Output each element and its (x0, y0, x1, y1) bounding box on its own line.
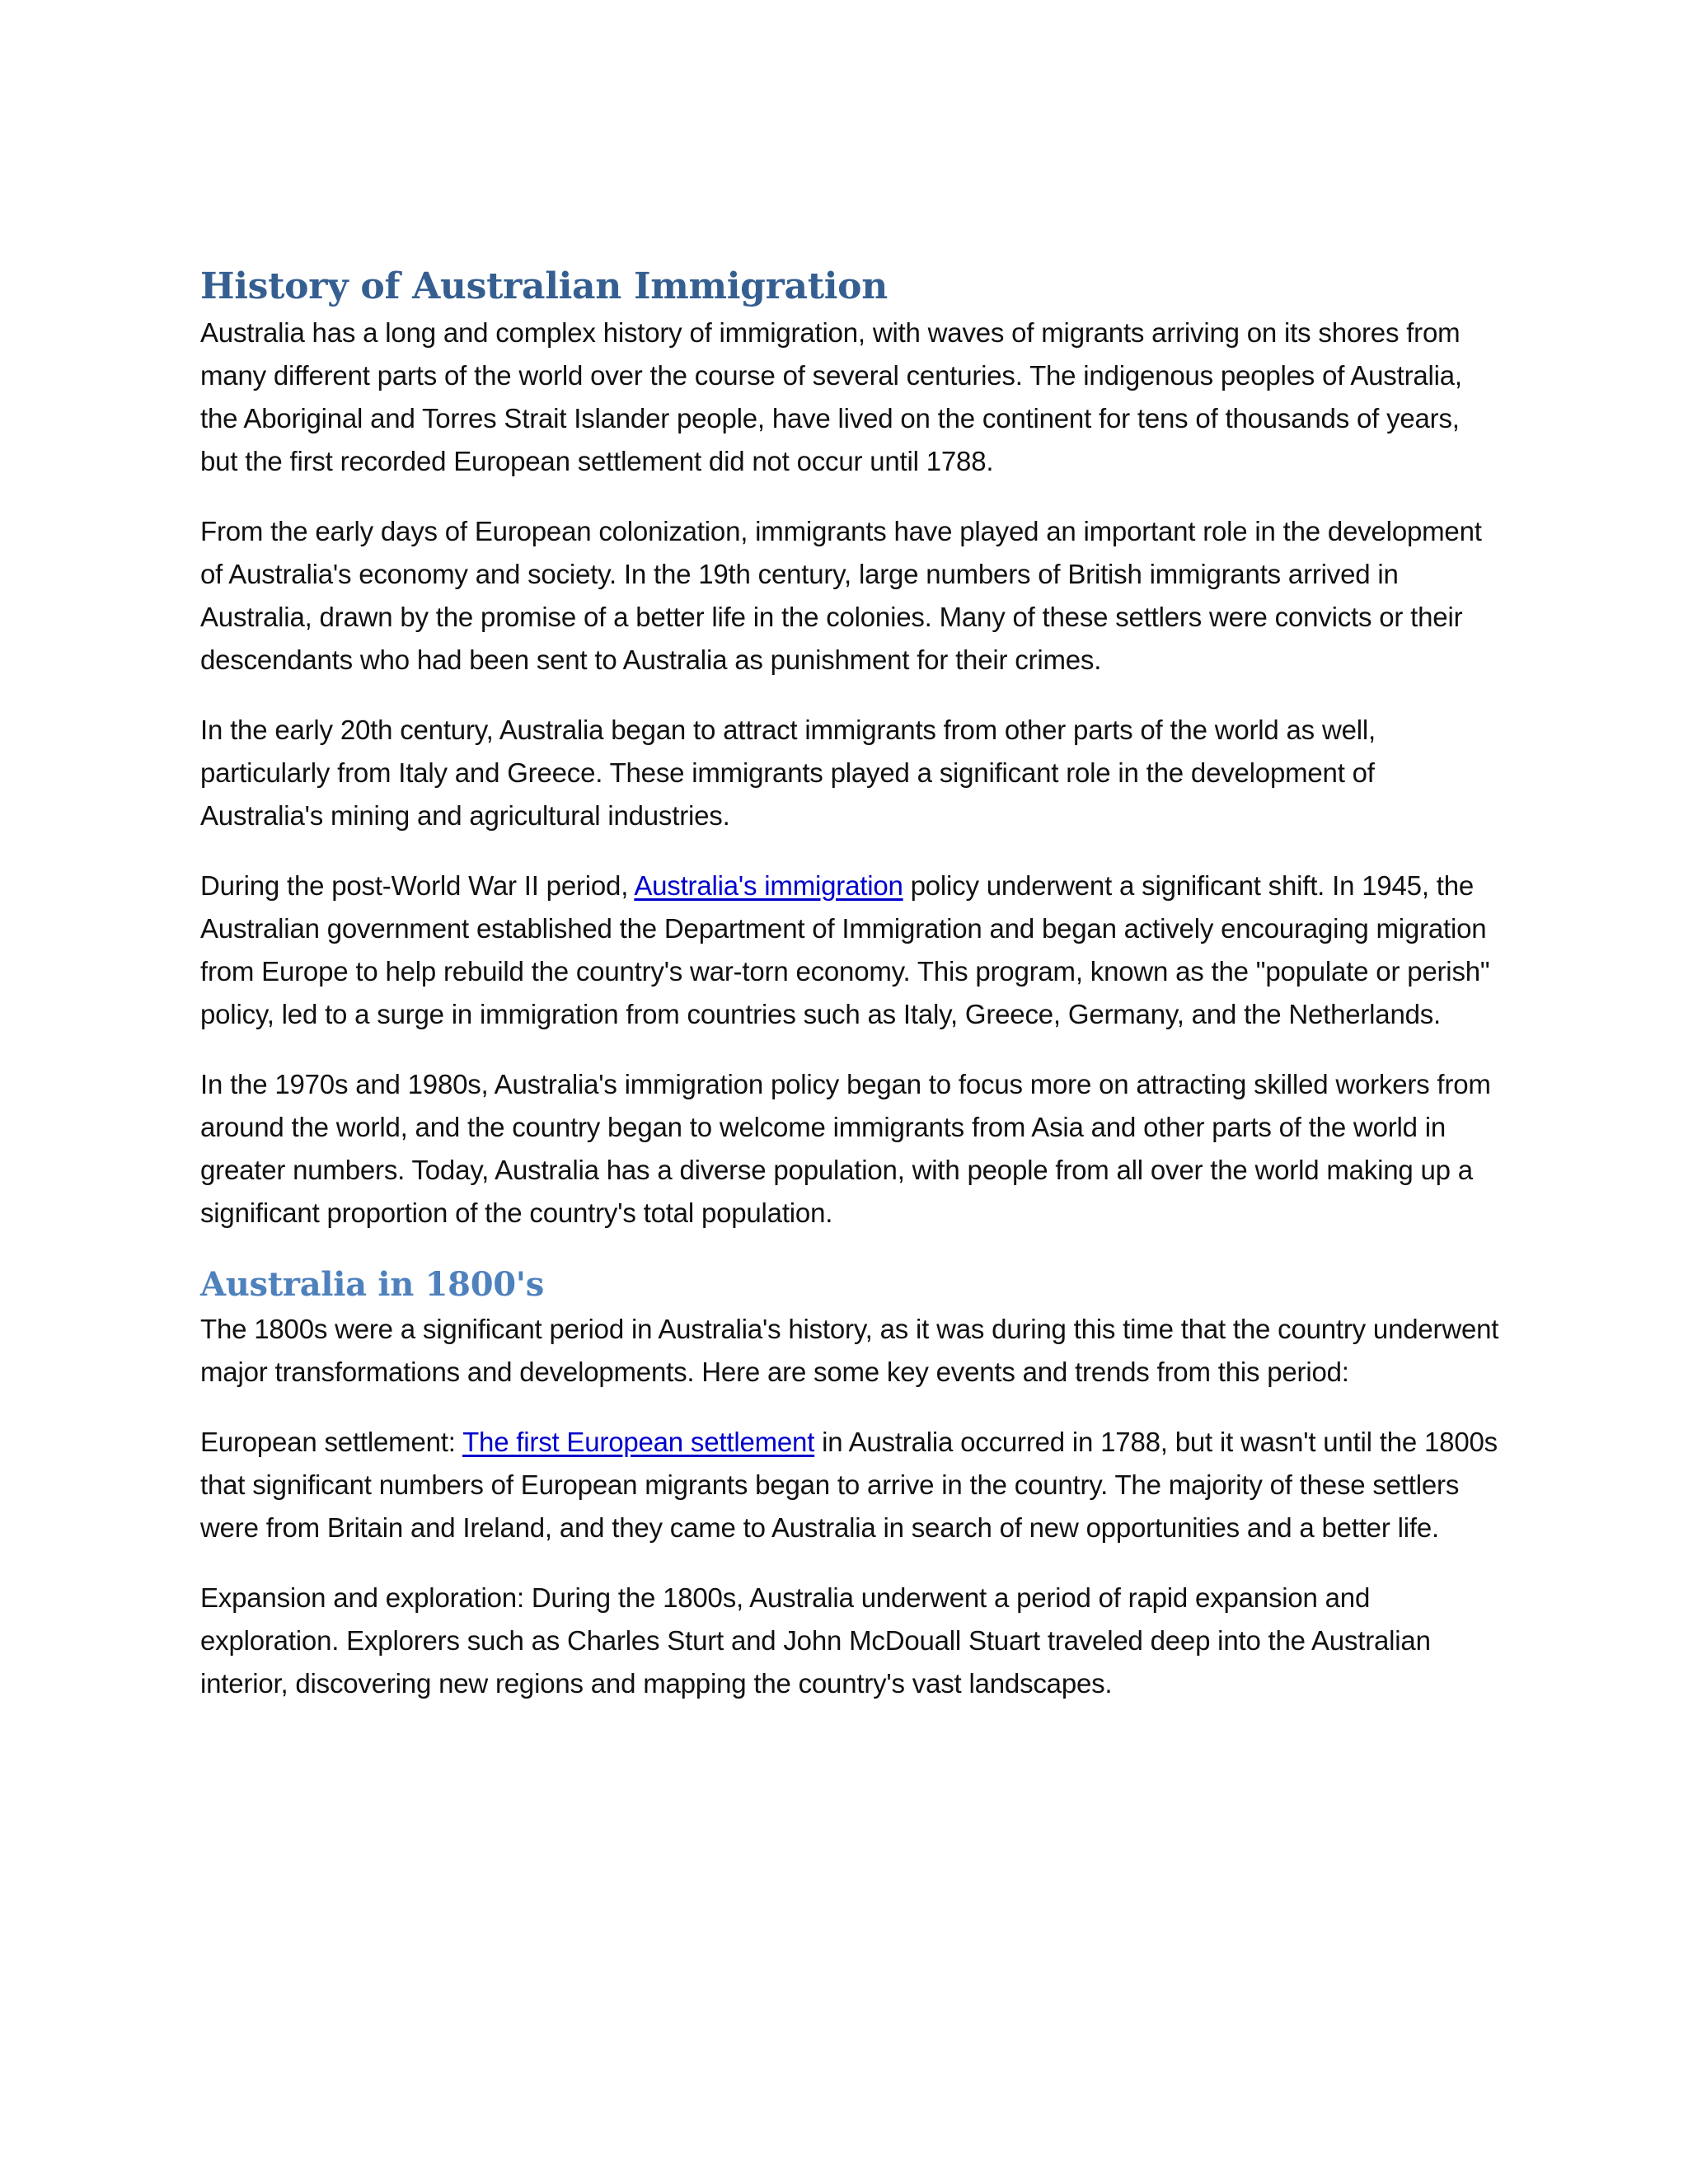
post-war-text-before: During the post-World War II period, (200, 870, 635, 901)
european-settlement-paragraph (200, 1421, 1503, 1549)
1800s-intro-paragraph: The 1800s were a significant period in Australia's history, as it was during this time that the country underwent major transformations and developments. Here are some key events and trends from this period: (200, 1314, 1499, 1387)
australias-immigration-link[interactable]: Australia's immigration (634, 870, 903, 901)
expansion-exploration-paragraph: Expansion and exploration: During the 1800s, Australia underwent a period of rapid expansion and exploration. Explorers such as Charles Sturt and John McDouall Stuart traveled deep into the Australian interior, discovering new regions and mapping the country's vast landscapes. (200, 1582, 1431, 1699)
colonization-paragraph: From the early days of European colonization, immigrants have played an important role in the development of Australia's economy and society. In the 19th century, large numbers of British immigrants arrived in Australia, drawn by the promise of a better life in the colonies. Many of these settlers were convicts or their descendants who had been sent to Australia as punishment for their crimes. (200, 516, 1482, 675)
modern-policy-paragraph: In the 1970s and 1980s, Australia's immigration policy began to focus more on attracting skilled workers from around the world, and the country began to welcome immigrants from Asia and other parts of the world in greater numbers. Today, Australia has a diverse population, with people from all over the world making up a significant proportion of the country's total population. (200, 1069, 1491, 1228)
first-european-settlement-link[interactable]: The first European settlement (462, 1427, 815, 1457)
post-war-paragraph (200, 865, 1503, 1036)
settlement-text-after: in Australia occurred in 1788, but it wasn't until the 1800s that significant numbers of European migrants began to arrive in the country. The majority of these settlers were from Britain and Ireland, and they came to Australia in search of new opportunities and a better life. (200, 1427, 1498, 1543)
section-heading-1800s: Australia in 1800's (200, 1265, 544, 1304)
settlement-text-before: European settlement: (200, 1427, 463, 1457)
intro-paragraph: Australia has a long and complex history of immigration, with waves of migrants arriving on its shores from many different parts of the world over the course of several centuries. The indigenous peoples of Australia, the Aboriginal and Torres Strait Islander people, have lived on the continent for tens of thousands of years, but the first recorded European settlement did not occur until 1788. (200, 317, 1462, 476)
page-title: History of Australian Immigration (200, 265, 888, 307)
document-page (200, 262, 1503, 1732)
early-20th-century-paragraph: In the early 20th century, Australia began to attract immigrants from other parts of the world as well, particularly from Italy and Greece. These immigrants played a significant role in the development of Australia's mining and agricultural industries. (200, 715, 1376, 831)
post-war-text-after: policy underwent a significant shift. In 1945, the Australian government established the Department of Immigration and began actively encouraging migration from Europe to help rebuild the country's war-torn economy. This program, known as the "populate or perish" policy, led to a surge in immigration from countries such as Italy, Greece, Germany, and the Netherlands. (200, 870, 1490, 1029)
